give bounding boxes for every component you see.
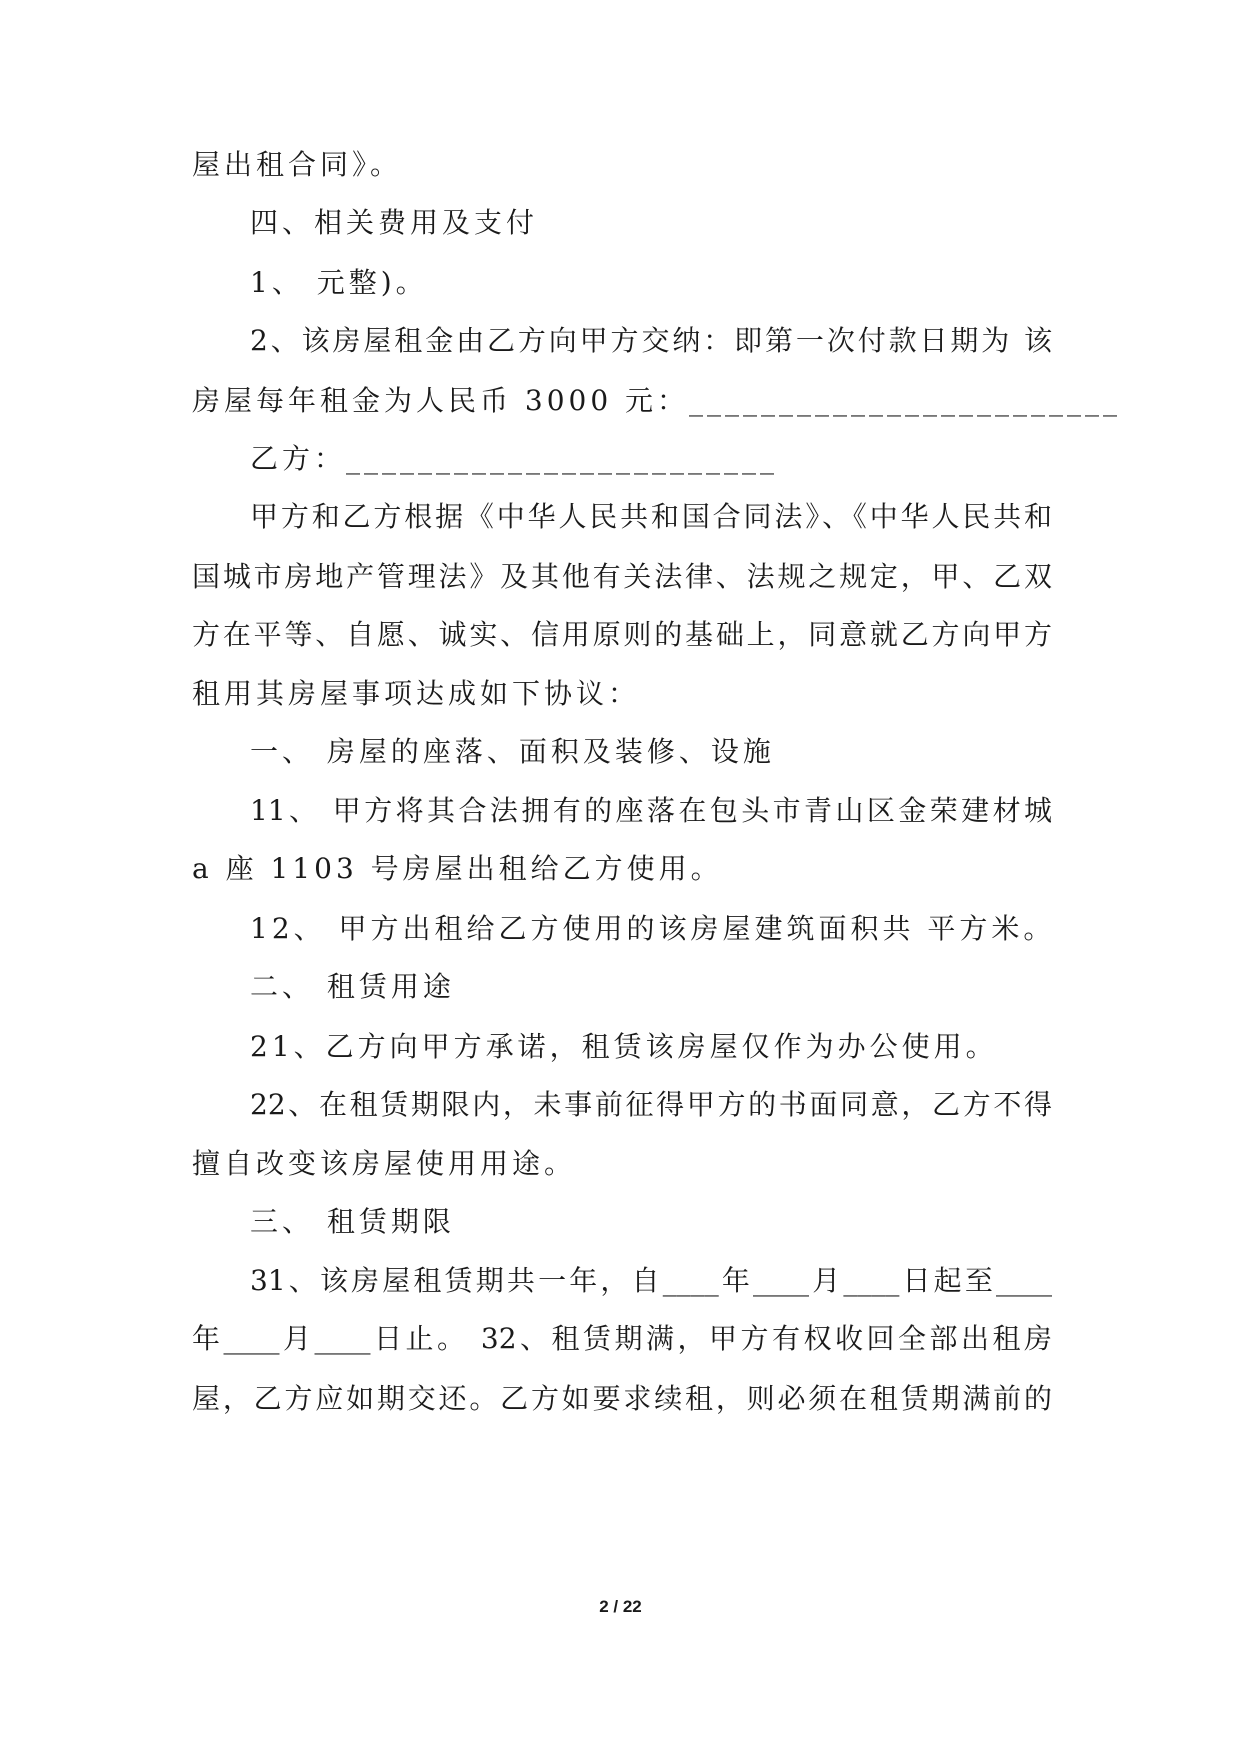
- text-line: 12、 甲方出租给乙方使用的该房屋建筑面积共 平方米。: [250, 912, 1056, 945]
- text-line: 租用其房屋事项达成如下协议：: [192, 677, 641, 710]
- text-line: 年____月____日止。 32、租赁期满，甲方有权收回全部出租房: [192, 1322, 1052, 1355]
- section-heading: 二、 租赁用途: [250, 970, 455, 1003]
- text-line: 乙方：________________________: [250, 442, 779, 475]
- text-line: 国城市房地产管理法》及其他有关法律、法规之规定，甲、乙双: [192, 560, 1052, 593]
- text-line: 1、 元整)。: [250, 266, 428, 299]
- text-line: 22、在租赁期限内，未事前征得甲方的书面同意，乙方不得: [250, 1088, 1052, 1121]
- text-line: 甲方和乙方根据《中华人民共和国合同法》、《中华人民共和: [250, 500, 1052, 533]
- text-line: a 座 1103 号房屋出租给乙方使用。: [192, 852, 723, 885]
- text-line: 11、 甲方将其合法拥有的座落在包头市青山区金荣建材城: [250, 794, 1052, 827]
- section-heading: 四、相关费用及支付: [250, 206, 539, 239]
- text-line: 21、乙方向甲方承诺，租赁该房屋仅作为办公使用。: [250, 1030, 998, 1063]
- text-line: 2、该房屋租金由乙方向甲方交纳：即第一次付款日期为 该: [250, 324, 1052, 357]
- text-line: 房屋每年租金为人民币 3000 元：________________________: [192, 384, 1122, 417]
- section-heading: 一、 房屋的座落、面积及装修、设施: [250, 735, 775, 768]
- section-heading: 三、 租赁期限: [250, 1205, 455, 1238]
- text-line: 屋，乙方应如期交还。乙方如要求续租，则必须在租赁期满前的: [192, 1382, 1052, 1415]
- text-line: 屋出租合同》。: [192, 148, 403, 181]
- text-line: 31、该房屋租赁期共一年，自____年____月____日起至____: [250, 1264, 1052, 1297]
- text-line: 擅自改变该房屋使用用途。: [192, 1147, 577, 1180]
- text-line: 方在平等、自愿、诚实、信用原则的基础上，同意就乙方向甲方: [192, 618, 1052, 651]
- page-number: 2 / 22: [599, 1597, 642, 1616]
